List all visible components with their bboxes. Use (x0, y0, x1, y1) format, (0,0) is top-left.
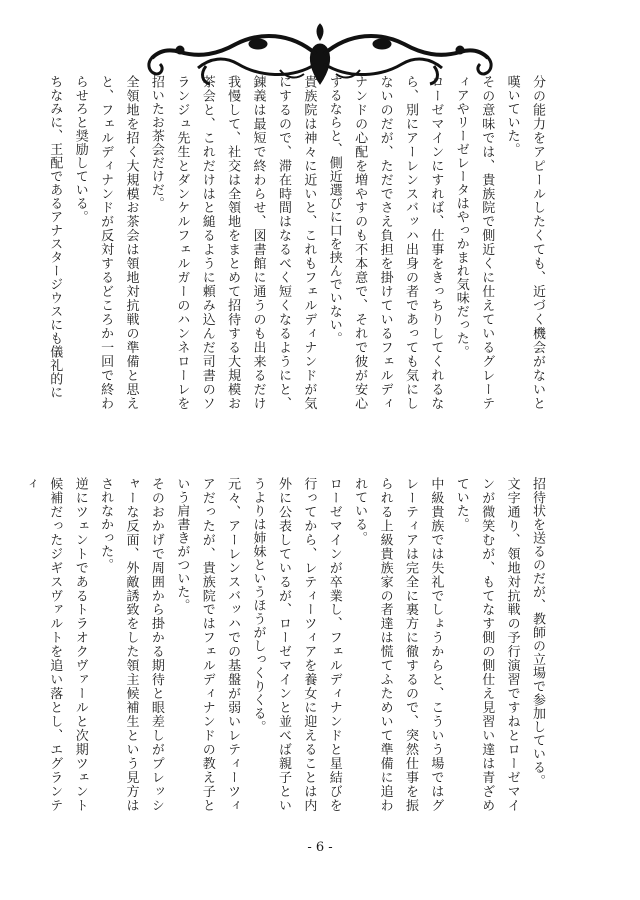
lower-text-block: 招待状を送るのだが、教師の立場で参加している。 文字通り、領地対抗戦の予行演習ですねとローゼマインが微笑むが、もてなす側の側仕え見習い達は青ざめていた。 中級貴族では失礼でしょうからと、こういう場ではグレーティアは完全に裏方に徹するので、突然仕事を振られる上級貴族家の者達は慌てふためいて準備に追われている。 ローゼマインが卒業し、フェルディナンドと星結びを行ってから、レティーツィアを養女に迎えることは内外に公表しているが、ローゼマインと並べば親子というよりは姉妹というほうがしっくりくる。 元々、アーレンスバッハでの基盤が弱いレティーツィアだったが、貴族院ではフェルディナンドの教え子という肩書きがついた。 そのおかげで周囲から掛かる期待と眼差しがプレッシャーな反面、外敵誘致をした領主候補生という見方はされなかった。 逆にツェントであるトラオクヴァールと次期ツェント候補だったジギスヴァルトを追い落とし、エグランティ (21, 477, 545, 813)
page-number: - 6 - (307, 840, 333, 855)
upper-text-block: 分の能力をアピールしたくても、近づく機会がないと嘆いていた。 その意味では、貴族院で側近くに仕えているグレーティアやリーゼレータはやっかまれ気味だった。 ローゼマインにすれば、仕事をきっちりしてくれるなら、別にアーレンスバッハ出身の者であっても気にしないのだが、ただでさえ負担を掛けているフェルディナンドの心配を増やすのも不本意で、それで彼が安心するならと、側近選びに口を挟んでいない。 貴族院は神々に近いと、これもフェルディナンドが気にするので、滞在時間はなるべく短くなるようにと、錬義は最短で終わらせ、図書館に通うのも出来るだけ我慢して、社交は全領地をまとめて招待する大規模お茶会と、これだけはと縋るように頼み込んだ司書のソランジュ先生とダンケルフェルガーのハンネローレを招いたお茶会だけだ。 全領地を招く大規模お茶会は領地対抗戦の準備と思えと、フェルディナンドが反対するどころか一回で終わらせろと奨励している。 ちなみに、王配であるアナスタージウスにも儀礼的に (47, 75, 545, 411)
